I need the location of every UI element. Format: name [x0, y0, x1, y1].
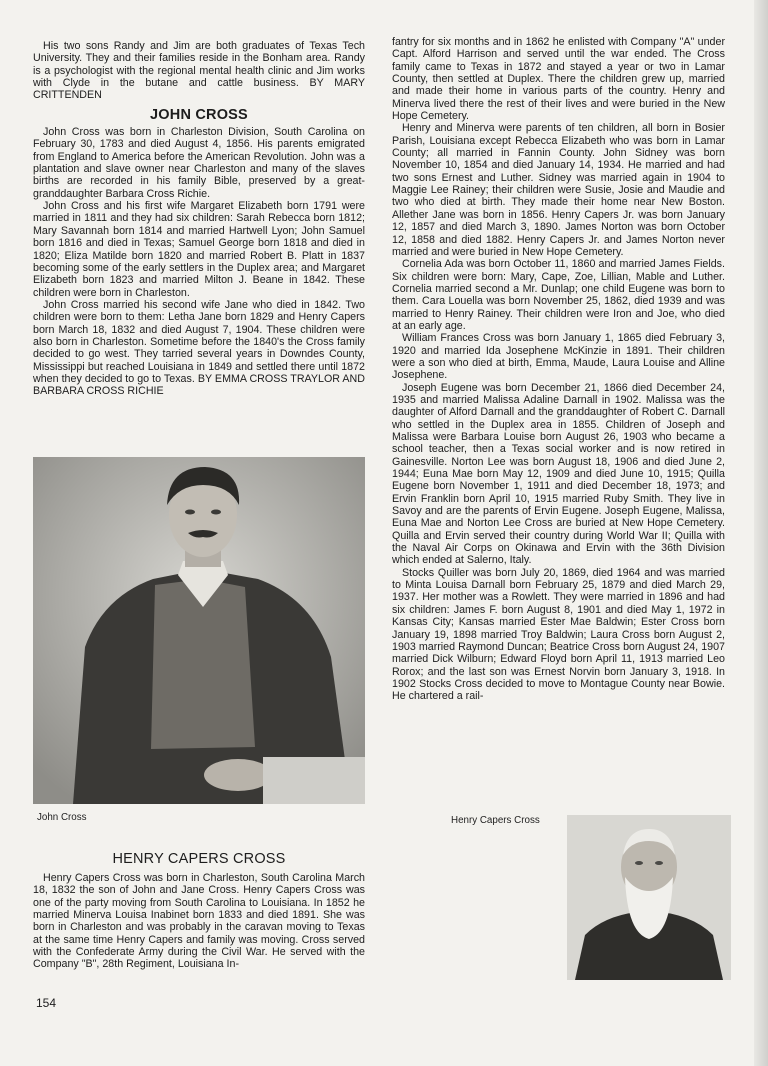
- continuation-paragraph: fantry for six months and in 1862 he enlisted with Company "A" under Capt. Alford Harrison and served until the war ended. The Cross family came to Texas in 1872 and stayed a year or two in Lamar County, then settled at Duplex. There the children grew up, married and made their home in various parts of the country. Henry and Minerva lived there the rest of their lives and were buried in the New Hope Cemetery.: [392, 36, 725, 123]
- left-column: [33, 40, 365, 398]
- page-edge: [754, 0, 768, 1066]
- henry-capers-cross-photo: [567, 815, 731, 980]
- portrait-illustration: [33, 457, 365, 804]
- article-paragraph: John Cross married his second wife Jane who died in 1842. Two children were born to them: Letha Jane born 1829 and Henry Capers born March 18, 1832 and died August 7, 1904. These children were also born in Charleston. Sometime before the 1840's the Cross family decided to go west. They tarried several years in Downdes County, Mississippi but reached Louisiana in 1849 and settled there until 1872 when they decided to go to Texas. BY EMMA CROSS TRAYLOR AND BARBARA CROSS RICHIE: [33, 298, 365, 398]
- page-number: 154: [36, 996, 57, 1010]
- article-paragraph: Henry and Minerva were parents of ten children, all born in Bosier Parish, Louisiana except Rebecca Elizabeth who was born in Lamar County; all married in Fannin County. John Sidney was born November 10, 1854 and died January 14, 1934. He married and had two sons Ernest and Luther. Sidney was married again in 1904 to Maggie Lee Rainey; their children were Susie, Josie and Maudie and two who died at birth. They made their home near New Boston. Allether Jane was born in 1856. Henry Capers Jr. was born January 12, 1857 and died March 3, 1890. James Norton was born October 12, 1858 and died 1882. Henry Capers Jr. and James Norton never married and were buried in New Hope Cemetery.: [392, 122, 725, 258]
- john-cross-photo: [33, 457, 365, 804]
- article-paragraph: John Cross was born in Charleston Division, South Carolina on February 30, 1783 and died August 4, 1856. His parents emigrated from England to America before the American Revolution. John was a plantation and slave owner near Charleston and many of the slaves births are recorded in his family Bible, preserved by a great-granddaughter Barbara Cross Richie.: [33, 126, 365, 200]
- john-cross-heading: JOHN CROSS: [150, 106, 248, 123]
- right-column: [392, 36, 725, 703]
- article-paragraph: William Frances Cross was born January 1, 1865 died February 3, 1920 and married Ida Josephene McKinzie in 1891. Their children were a son who died at birth, Emma, Maude, Laura Louise and Alline Josephene.: [392, 332, 725, 382]
- article-paragraph: Henry Capers Cross was born in Charleston, South Carolina March 18, 1832 the son of John and Jane Cross. Henry Capers Cross was one of the party moving from South Carolina to Louisiana. In 1852 he married Minerva Louisa Inabinet born 1833 and died 1891. She was born in Charleston and was probably in the caravan moving to Texas at the same time Henry Capers and family was moving. Cross served with the Confederate Army during the Civil War. He served with the Company "B", 28th Regiment, Louisiana In-: [33, 872, 365, 971]
- intro-paragraph: His two sons Randy and Jim are both graduates of Texas Tech University. They and their families reside in the Bonham area. Randy is a psychologist with the regional mental health clinic and Jim works with Clyde in the butane and cattle business. BY MARY CRITTENDEN: [33, 40, 365, 102]
- article-paragraph: John Cross and his first wife Margaret Elizabeth born 1791 were married in 1811 and they had six children: Sarah Rebecca born 1812; Mary Savannah born 1814 and married Hartwell Lyon; John Samuel born 1816 and died in Texas; Samuel George born 1818 and died in 1820; Eliza Matilde born 1820 and married Robert B. Platt in 1837 becoming some of the early settlers in the Duplex area; and Margaret Elizabeth born 1823 and married Milton J. Beane in 1842. These children were born in Charleston.: [33, 200, 365, 299]
- henry-cross-caption: Henry Capers Cross: [451, 815, 540, 826]
- henry-article-column: [33, 872, 365, 971]
- article-paragraph: Cornelia Ada was born October 11, 1860 and married James Fields. Six children were born: Mary, Cape, Zoe, Lillian, Mable and Luther. Cornelia married second a Mr. Dunlap; one child Eugene was born to them. Cara Louella was born November 25, 1862, died 1939 and was married to Henry Rainey. Their children were Iron and Joe, who died at an early age.: [392, 258, 725, 332]
- article-paragraph: Stocks Quiller was born July 20, 1869, died 1964 and was married to Minta Louisa Darnall born February 25, 1879 and died March 29, 1937. Her mother was a Rowlett. They were married in 1896 and had six children: James F. born August 8, 1901 and died May 1, 1972 in Kansas City; Kansas married Ester Mae Baldwin; Ester Cross born January 19, 1898 married Troy Baldwin; Laura Cross born August 2, 1903 married Raymond Duncan; Beatrice Cross born August 24, 1907 married Dick Wilburn; Edward Floyd born April 11, 1913 married Leo Rorox; and the last son was Ernest Norvin born January 3, 1918. In 1902 Stocks Cross decided to move to Montague County near Bowie. He chartered a rail-: [392, 566, 725, 703]
- john-cross-caption: John Cross: [37, 812, 87, 823]
- portrait-illustration: [567, 815, 731, 980]
- article-paragraph: Joseph Eugene was born December 21, 1866 died December 24, 1935 and married Malissa Adaline Darnall in 1902. Malissa was the daughter of Alford Darnall and the granddaughter of Robert C. Darnall who settled in the Duplex area in 1855. Children of Joseph and Malissa were Barbara Louise born August 26, 1903 who became a school teacher, then a Texas social worker and is now retired in Gainesville. Norton Lee was born August 18, 1906 and died June 2, 1944; Euna Mae born May 12, 1909 and died June 10, 1915; Quilla Eugene born November 1, 1911 and died December 18, 1973; and Ervin Franklin born April 10, 1915 married Ruby Smith. They live in Savoy and are the parents of Ervin Eugene. Joseph Eugene, Malissa, Euna Mae and Norton Lee Cross are buried at New Hope Cemetery. Quilla and Ervin served their country during World War II; Quilla with the Naval Air Corps on Okinawa and Ervin with the 36th Division which ended at Salerno, Italy.: [392, 381, 725, 567]
- henry-capers-cross-heading: HENRY CAPERS CROSS: [112, 851, 286, 867]
